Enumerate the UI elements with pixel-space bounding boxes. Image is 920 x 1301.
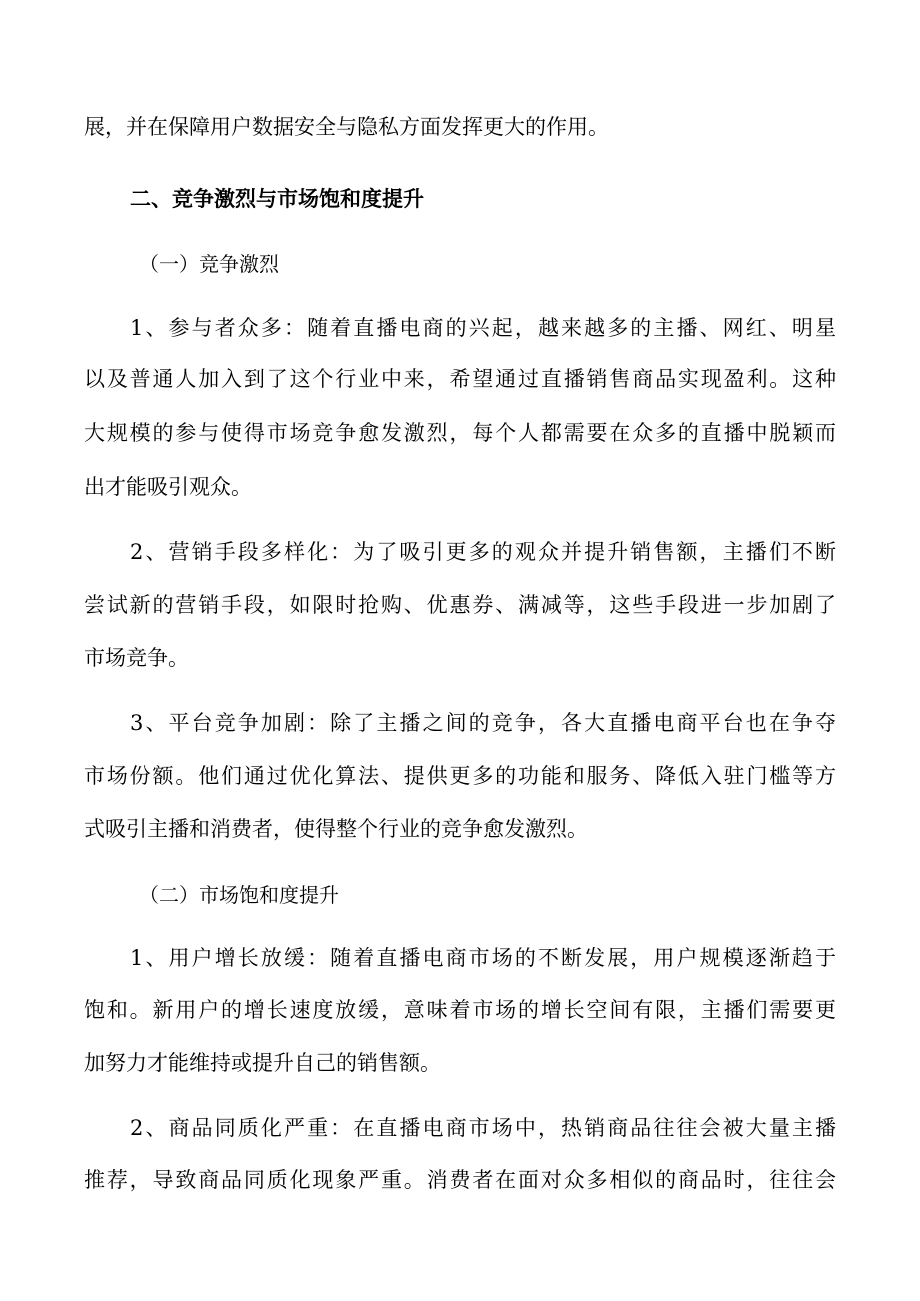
paragraph-line: 式吸引主播和消费者，使得整个行业的竞争愈发激烈。 xyxy=(84,817,588,841)
paragraph-line: 出才能吸引观众。 xyxy=(84,475,252,499)
paragraph-line: 推荐，导致商品同质化现象严重。消费者在面对众多相似的商品时，往往会 xyxy=(84,1168,836,1192)
paragraph-line: 展，并在保障用户数据安全与隐私方面发挥更大的作用。 xyxy=(84,115,609,139)
paragraph-line: 大规模的参与使得市场竞争愈发激烈，每个人都需要在众多的直播中脱颖而 xyxy=(84,421,836,445)
paragraph-line: 3、平台竞争加剧：除了主播之间的竞争，各大直播电商平台也在争夺 xyxy=(130,711,836,735)
paragraph-line: 市场份额。他们通过优化算法、提供更多的功能和服务、降低入驻门槛等方 xyxy=(84,764,836,788)
paragraph-line: 1、用户增长放缓：随着直播电商市场的不断发展，用户规模逐渐趋于 xyxy=(130,946,836,970)
paragraph-line: 2、商品同质化严重：在直播电商市场中，热销商品往往会被大量主播 xyxy=(130,1116,836,1140)
paragraph-line: 市场竞争。 xyxy=(84,646,189,670)
subsection-heading: （二）市场饱和度提升 xyxy=(139,883,339,907)
subsection-heading: （一）竞争激烈 xyxy=(139,252,279,276)
paragraph-line: 2、营销手段多样化：为了吸引更多的观众并提升销售额，主播们不断 xyxy=(130,540,836,564)
paragraph-line: 饱和。新用户的增长速度放缓，意味着市场的增长空间有限，主播们需要更 xyxy=(84,998,836,1022)
paragraph-line: 加努力才能维持或提升自己的销售额。 xyxy=(84,1051,441,1075)
paragraph-line: 尝试新的营销手段，如限时抢购、优惠券、满减等，这些手段进一步加剧了 xyxy=(84,593,836,617)
paragraph-line: 以及普通人加入到了这个行业中来，希望通过直播销售商品实现盈利。这种 xyxy=(84,367,836,391)
paragraph-line: 1、参与者众多：随着直播电商的兴起，越来越多的主播、网红、明星 xyxy=(130,316,836,340)
section-heading: 二、竞争激烈与市场饱和度提升 xyxy=(130,187,424,211)
